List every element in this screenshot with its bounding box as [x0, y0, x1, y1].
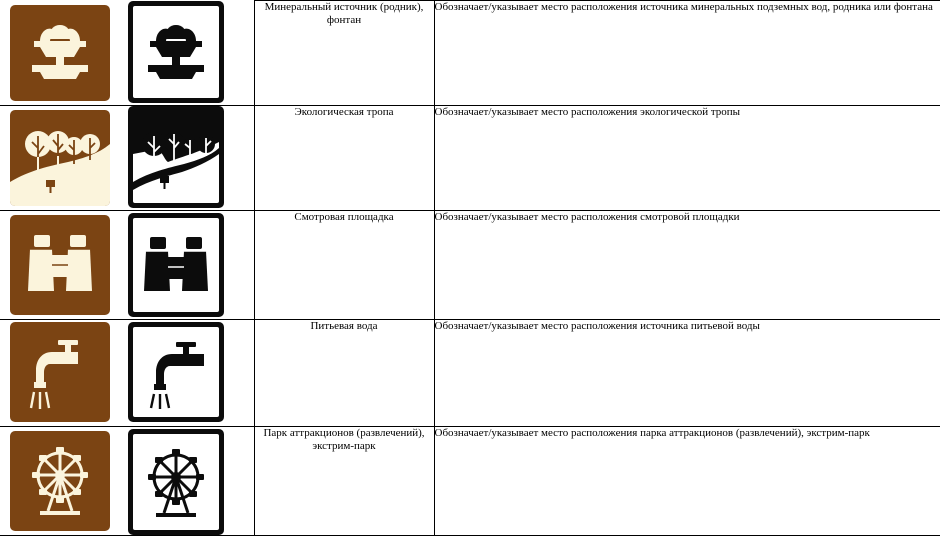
brown-sign-cell — [0, 426, 122, 535]
table-row — [0, 426, 940, 535]
bw-sign-cell — [122, 105, 254, 210]
bw-sign-cell — [122, 1, 254, 106]
sign-name-cell: Парк аттракционов (развлечений), экстрим-парк — [254, 426, 434, 535]
bw-sign-cell — [122, 210, 254, 319]
sign-name-cell: Питьевая вода — [254, 319, 434, 426]
bw-sign-cell — [122, 426, 254, 535]
table-row — [0, 210, 940, 319]
ferris-wheel-bw-sign — [128, 429, 224, 535]
sign-description-cell: Обозначает/указывает место расположения экологической тропы — [434, 105, 940, 210]
eco-trail-bw-sign — [128, 106, 224, 208]
table-row — [0, 319, 940, 426]
fountain-brown-sign — [10, 5, 110, 101]
eco-trail-brown-sign — [10, 110, 110, 206]
table-row — [0, 105, 940, 210]
sign-description-cell: Обозначает/указывает место расположения смотровой площадки — [434, 210, 940, 319]
sign-name-cell: Смотровая площадка — [254, 210, 434, 319]
water-tap-bw-sign — [128, 322, 224, 422]
binoculars-icon — [128, 213, 224, 317]
sign-name-cell: Минеральный источник (родник), фонтан — [254, 1, 434, 106]
brown-sign-cell — [0, 1, 122, 106]
fountain-icon — [10, 5, 110, 101]
water-tap-brown-sign — [10, 322, 110, 422]
ferris-wheel-icon — [128, 429, 224, 535]
brown-sign-cell — [0, 319, 122, 426]
binoculars-icon — [10, 215, 110, 315]
water-tap-icon — [10, 322, 110, 422]
sign-description-cell: Обозначает/указывает место расположения парка аттракционов (развлечений), экстрим-парк — [434, 426, 940, 535]
bw-sign-cell — [122, 319, 254, 426]
ferris-wheel-icon — [10, 431, 110, 531]
binoculars-brown-sign — [10, 215, 110, 315]
sign-description-cell: Обозначает/указывает место расположения источника минеральных подземных вод, родника или фонтана — [434, 1, 940, 106]
water-tap-icon — [128, 322, 224, 422]
fountain-bw-sign — [128, 1, 224, 103]
binoculars-bw-sign — [128, 213, 224, 317]
brown-sign-cell — [0, 210, 122, 319]
eco-trail-icon — [10, 110, 110, 206]
ferris-wheel-brown-sign — [10, 431, 110, 531]
eco-trail-icon — [128, 106, 224, 208]
table-row — [0, 1, 940, 106]
fountain-icon — [128, 1, 224, 103]
sign-name-cell: Экологическая тропа — [254, 105, 434, 210]
brown-sign-cell — [0, 105, 122, 210]
sign-description-cell: Обозначает/указывает место расположения источника питьевой воды — [434, 319, 940, 426]
